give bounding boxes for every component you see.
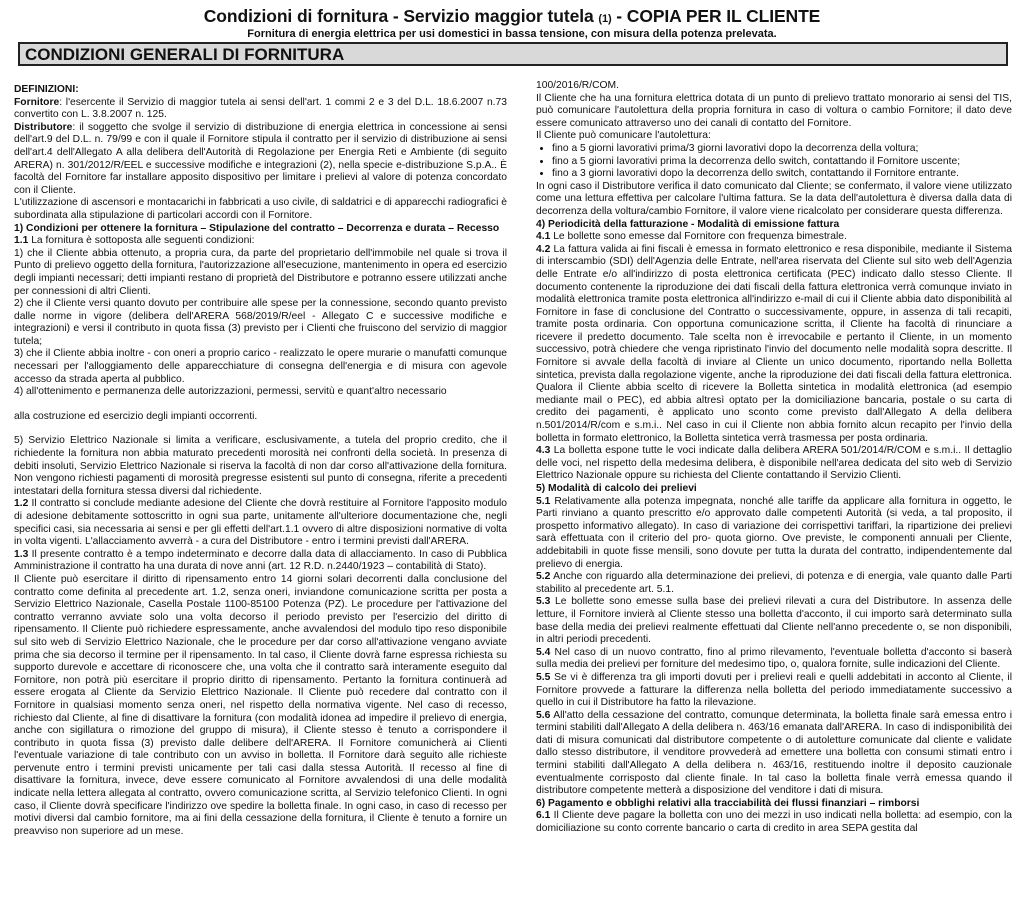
reference-continued: 100/2016/R/COM. (536, 80, 619, 91)
clause-number: 4.2 (536, 243, 551, 255)
clause-text: Se vi è differenza tra gli importi dovuti per i prelievi reali e quelli addebitati in acconto al Cliente, il Fornitore provvede a fatturare la differenza nella bolletta del periodo immediatamente successivo a quello in cui il Distributore ha fatto la rilevazione. (536, 671, 1012, 709)
clause-number: 5.5 (536, 671, 551, 683)
def-distributore (14, 122, 507, 198)
clause-5-3 (536, 596, 1012, 646)
section-title: CONDIZIONI GENERALI DI FORNITURA (25, 45, 345, 64)
clause-number: 1.2 (14, 498, 29, 510)
clause-text: La fornitura è sottoposta alle seguenti condizioni: (31, 235, 255, 247)
clause-number: 6.1 (536, 810, 551, 822)
clause-5-6 (536, 710, 1012, 798)
clause-text: La fattura valida ai fini fiscali è emessa in formato elettronico e resa disponibile, mediante il Sistema di interscambio (SDI) dell'Agenzia delle Entrate, nell'area riservata del Cliente sul sito web dell'Agenzia delle Entrate e/o all'indirizzo di posta elettronica certificata (PEC) indicato dallo stesso Cliente. Il documento contenente la riproduzione dei dati fiscali della fattura elettronica verrà comunque inviato in modalità elettronica tramite posta elettronica all'indirizzo e-mail di cui il Cliente abbia dato disponibilità al Fornitore in fase di conclusione del Contratto o successivamente, oppure, in assenza di tali recapiti, tramite posta ordinaria. Con opportuna comunicazione scritta, il Cliente ha facoltà di rinunciare a ricevere il predetto documento. Tale scelta non è irrevocabile e pertanto il Cliente, in un momento successivo, potrà chiedere che venga ripristinato l'invio del documento nelle modalità sopra descritte. Il Fornitore si avvale della facoltà di inviare al Cliente un unico documento, riportando nella Bolletta sintetica, prevista dalla regolazione vigente, anche la riproduzione dei dati fiscali della fattura elettronica. Qualora il Cliente abbia scelto di ricevere la Bolletta sintetica in modalità elettronica (ad esempio mediante mail o PEC), ed abbia altresì optato per la domiciliazione bancaria, postale o su carta di credito dei pagamenti, è applicato uno sconto come previsto dall'Allegato A della delibera n.501/2014/R/com e s.m.i.. Nel caso in cui il Cliente non abbia fornito alcun recapito per l'invio della bolletta in formato elettronico, la Bolletta sintetica verrà trasmessa per posta ordinaria. (536, 243, 1012, 444)
clause-number: 1.1 (14, 235, 29, 247)
clause-number: 5.3 (536, 596, 551, 608)
list-item: • fino a 5 giorni lavorativi prima/3 giorni lavorativi dopo la decorrenza della voltura; (552, 143, 1012, 156)
clause-text: Il Cliente deve pagare la bolletta con uno dei mezzi in uso indicati nella bolletta: ad esempio, con la domiciliazione su conto corrente bancario o carta di credito in area SEPA gestita dal (536, 810, 1012, 835)
paragraph-verifica: In ogni caso il Distributore verifica il dato comunicato dal Cliente; se confermato, il valore viene utilizzato come una lettura effettiva per calcolare l'ultima fattura. Se la data dell'autolettura è diversa dalla data di decorrenza della voltura/cambio Fornitore, il valore viene ricalcolato per considerare questa differenza. (536, 180, 1012, 217)
clause-5-2 (536, 571, 1012, 596)
definitions-title: DEFINIZIONI (14, 84, 76, 95)
def-fornitore-label: Fornitore (14, 96, 60, 108)
right-column (536, 80, 1012, 836)
clause-text: All'atto della cessazione del contratto, comunque determinata, la bolletta finale sarà emessa entro i termini stabiliti dall'Allegato A della delibera n. 463/16 emanata dall'ARERA. In caso di indisponibilità dei dati di misura comunicati dal distributore competente o di autoletture comunicate dal cliente e validate dallo stesso distributore, il venditore provvederà ad emettere una bolletta con consumi stimati entro i termini stabiliti dall'Allegato A della delibera n. 463/16, restituendo inoltre il deposito cauzionale eventualmente corrisposto dal cliente finale. In tal caso la bolletta finale verrà emessa quando il distributore competente metterà a disposizione del venditore i dati di misura. (536, 709, 1012, 797)
clause-4-3 (536, 445, 1012, 483)
heading-section-1: 1) Condizioni per ottenere la fornitura – Stipulazione del contratto – Decorrenza e durata – Recesso (14, 222, 500, 234)
clause-text: Le bollette sono emesse dal Fornitore con frequenza bimestrale. (553, 231, 847, 243)
def-distributore-text: : il soggetto che svolge il servizio di distribuzione di energia elettrica in concessione ai sensi dell'art.9 del D.L. n. 79/99 e con il quale il Fornitore stipula il contratto per il servizio di distribuzione ai sensi dell'art.4 dell'Allegato A alla delibera dell'Autorità di Regolazione per Energia Reti e Ambiente (di seguito ARERA) n. 301/2012/R/EEL e successive modifiche e integrazioni (2), nella specie e-distribuzione S.p.A.. È facoltà del Fornitore far installare apposito dispositivo per limitare i prelievi al valore di potenza concordato con il Cliente. (14, 121, 507, 196)
heading-section-6: 6) Pagamento e obblighi relativi alla tracciabilità dei flussi finanziari – rimborsi (536, 797, 920, 809)
paragraph-ripensamento: Il Cliente può esercitare il diritto di ripensamento entro 14 giorni solari decorrenti dalla conclusione del contratto come definita al precedente art. 1.2, senza oneri, inviandone comunicazione scritta per posta a Servizio Elettrico Nazionale, Casella Postale 1100-85100 Potenza (PZ). Le procedure per l'attivazione del contratto verranno avviate solo una volta decorso il periodo previsto per l'esercizio del diritto di ripensamento. Il Cliente può richiedere espressamente, anche avvalendosi del modulo tipo reso disponibile sul sito web di Servizio Elettrico Nazionale, che le procedure per dar corso all'attivazione vengano avviate prima che sia decorso il termine per il ripensamento. In tal caso, il Cliente dovrà farne espressa richiesta su supporto durevole e accettare di riconoscere che, una volta che il contratto sarà interamente eseguito dal Fornitore, non potrà più esercitare il proprio diritto di ripensamento. Pertanto la fornitura continuerà ad essere erogata al Cliente da Servizio Elettrico Nazionale. Il Cliente può recedere dal contratto con il Fornitore in qualsiasi momento senza oneri, nel rispetto della normativa vigente. Nel caso di recesso, richiesto dal Cliente, al fine di disattivare la fornitura (con modalità idonea ad impedire il prelievo di energia, anche con sigillatura o rimozione del gruppo di misura), il Cliente stesso è tenuto a corrispondere il contributo in quota fissa (3) previsto dalle delibere dell'ARERA. Il Fornitore comunicherà ai Clienti l'eventuale variazione di tale contributo con un avviso in bolletta. Il Fornitore darà seguito alle richieste pervenute entro i termini previsti unicamente per tali casi dalla stessa Autorità. Il recesso al fine di disattivare la fornitura, invece, deve essere comunicato al Fornitore avvalendosi di una delle modalità indicate nella lettera allegata al contratto, ovvero comunicazione scritta, al Servizio telefonico Clienti. In ogni caso, il Cliente dovrà specificare l'indirizzo ove spedire la bolletta finale. In ogni caso, in caso di recesso per motivi diversi dal cambio fornitore, ma ai fini della cessazione della fornitura, il Cliente è tenuto a fornire un preavviso non superiore ad un mese. (14, 573, 507, 837)
clause-4-2 (536, 244, 1012, 446)
document-title (0, 6, 1024, 27)
clause-text: Le bollette sono emesse sulla base dei prelievi rilevati a cura del Distributore. In assenza delle letture, il Fornitore invierà al Cliente stesso una bolletta d'acconto, il cui importo sarà determinato sulla base della media dei prelievi realmente effettuati dal Cliente nell'anno precedente o, se non disponibili, in altri periodi precedenti. (536, 596, 1012, 646)
condition-5: 5) Servizio Elettrico Nazionale si limita a verificare, esclusivamente, a tutela del proprio credito, che il richiedente la fornitura non abbia maturato precedenti morosità nei confronti della società. In presenza di debiti insoluti, Servizio Elettrico Nazionale si riserva la facoltà di non dar corso all'attivazione della fornitura. Non vengono richiesti pagamenti di morosità pregresse esistenti sul punto di consegna, riferite a precedenti intestatari della fornitura stessa diversi dal richiedente. (14, 435, 507, 497)
clause-5-5 (536, 672, 1012, 710)
clause-number: 1.3 (14, 548, 29, 560)
clause-text: Relativamente alla potenza impegnata, nonché alle tariffe da applicare alla fornitura in oggetto, le Parti rinviano a quanto prescritto e/o approvato dalle competenti Autorità (si veda, a tal proposito, il prospetto informativo allegato). In caso di variazione dei corrispettivi tariffari, la ripartizione dei prelievi sarà effettuata con il criterio del pro- quota giorno. Ove previste, le componenti annuali per Cliente, addebitabili in quote fisse mensili, sono dovute per tutta la durata del contratto, indipendentemente dal prelievo di energia. (536, 495, 1012, 570)
clause-number: 5.6 (536, 709, 551, 721)
section-banner (18, 42, 1008, 66)
clause-number: 5.4 (536, 646, 551, 658)
paragraph-ascensori: L'utilizzazione di ascensori e montacarichi in fabbricati a uso civile, di saldatrici e di apparecchi radiografici è subordinata alla stipulazione di particolari accordi con il Fornitore. (14, 197, 507, 221)
title-footnote-ref: (1) (598, 13, 612, 25)
list-item: • fino a 5 giorni lavorativi prima la decorrenza dello switch, contattando il Fornitore uscente; (552, 156, 1012, 169)
def-fornitore-text: : l'esercente il Servizio di maggior tutela ai sensi dell'art. 1 commi 2 e 3 del D.L. 18.6.2007 n.73 convertito con L. 3.8.2007 n. 125. (14, 96, 507, 121)
clause-4-1 (536, 231, 1012, 244)
def-fornitore (14, 97, 507, 122)
condition-1: 1) che il Cliente abbia ottenuto, a propria cura, da parte del proprietario dell'immobile nel quale si trova il Punto di prelievo oggetto della fornitura, l'autorizzazione all'esecuzione, mantenimento in opera ed esercizio degli impianti necessari; detti impianti restano di proprietà del Distributore e potranno essere utilizzati anche per connessioni di altri Clienti. (14, 247, 507, 297)
clause-5-4 (536, 647, 1012, 672)
list-item: • fino a 3 giorni lavorativi dopo la decorrenza dello switch, contattando il Fornitore entrante. (552, 168, 1012, 181)
clause-text: Il presente contratto è a tempo indeterminato e decorre dalla data di allacciamento. In caso di Pubblica Amministrazione il contratto ha una durata di nove anni (art. 12 R.D. n.2440/1923 – contabilità di Stato). (14, 548, 507, 573)
title-text: Condizioni di fornitura - Servizio maggior tutela (203, 6, 594, 26)
clause-number: 4.1 (536, 231, 551, 243)
paragraph-autolettura-intro: Il Cliente può comunicare l'autolettura: (536, 130, 711, 142)
autolettura-list (536, 143, 1012, 181)
def-distributore-label: Distributore (14, 121, 73, 133)
paragraph-autolettura: Il Cliente che ha una fornitura elettrica dotata di un punto di prelievo trattato monorario ai sensi del TIS, può comunicare l'autolettura della propria fornitura in caso di voltura o cambio Fornitore; il dato deve essere comunicato attraverso uno dei canali di contatto del Fornitore. (536, 92, 1012, 129)
clause-text: Il contratto si conclude mediante adesione del Cliente che dovrà restituire al Fornitore l'apposito modulo di adesione debitamente sottoscritto in ogni sua parte, unitamente all'ulteriore documentazione che, negli specifici casi, sia necessaria ai sensi e per gli effetti dell'art.1.1 ovvero di altre disposizioni normative di volta in volta vigenti. L'allacciamento avverrà - a cura del Distributore - entro i termini previsti dall'ARERA. (14, 498, 507, 548)
clause-number: 5.2 (536, 571, 551, 583)
document-subtitle: Fornitura di energia elettrica per usi domestici in bassa tensione, con misura della potenza prelevata. (247, 28, 777, 40)
clause-text: Nel caso di un nuovo contratto, fino al primo rilevamento, l'eventuale bolletta d'acconto si baserà sulla media dei prelievi per forniture del medesimo tipo, o, qualora fornite, sulle indicazioni del Cliente. (536, 646, 1012, 671)
heading-section-5: 5) Modalità di calcolo dei prelievi (536, 483, 697, 494)
clause-6-1 (536, 810, 1012, 835)
clause-text: Anche con riguardo alla determinazione dei prelievi, di potenza e di energia, vale quanto dalle Parti stabilito al precedente art. 5.1. (536, 571, 1012, 595)
condition-3: 3) che il Cliente abbia inoltre - con oneri a proprio carico - realizzato le opere murarie o manufatti comunque necessari per l'alloggiamento delle apparecchiature di consegna dell'energia e di misura con agevole accesso da strada aperta al pubblico. (14, 348, 507, 385)
clause-1-1 (14, 235, 507, 248)
definitions-heading: DEFINIZIONI: (14, 84, 79, 95)
condition-2: 2) che il Cliente versi quanto dovuto per contribuire alle spese per la connessione, secondo quanto previsto dalle norme in vigore (delibera dell'ARERA 568/2019/R/eel - Allegato C e successive modifiche e integrazioni) e versi il contributo in quota fissa (3) previsto per i Clienti che fruiscono del servizio di maggior tutela; (14, 298, 507, 347)
condition-4a: 4) all'ottenimento e permanenza delle autorizzazioni, permessi, servitù e quant'altro necessario (14, 386, 447, 398)
clause-number: 4.3 (536, 445, 551, 457)
clause-1-2 (14, 498, 507, 548)
title-suffix: - COPIA PER IL CLIENTE (616, 6, 821, 26)
left-column (14, 84, 507, 838)
clause-5-1 (536, 496, 1012, 572)
heading-section-4: 4) Periodicità della fatturazione - Modalità di emissione fattura (536, 218, 840, 230)
clause-1-3 (14, 549, 507, 574)
condition-4b: alla costruzione ed esercizio degli impianti occorrenti. (14, 410, 258, 422)
clause-text: La bolletta espone tutte le voci indicate dalla delibera ARERA 501/2014/R/COM e s.m.i.. Il dettaglio delle voci, nel rispetto della medesima delibera, è disponibile nell'area dedicata del sito web di Servizio Elettrico Nazionale oppure su richiesta del Cliente contattando il Servizio Clienti. (536, 445, 1012, 482)
clause-number: 5.1 (536, 495, 551, 507)
